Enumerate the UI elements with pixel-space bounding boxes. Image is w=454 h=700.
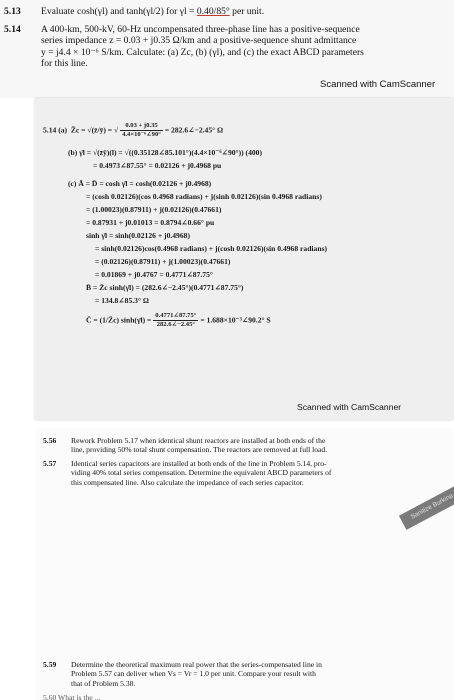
solution-part-c-line: = (0.02126)(0.87911) + j(1.00023)(0.47661) [95,257,231,266]
solution-part-a: 5.14 (a) Z̄c = √(z̄/ȳ) = √ $\frac{0.03 + j0.35}{\text{4.4×10⁻⁶∠90°}}$ = 282.6∠−2.45° Ω [43,122,224,138]
fraction: $\frac{0.03 + j0.35}{\text{4.4×10⁻⁶∠90°}}$ [122,122,161,138]
problem-text: Determine the theoretical maximum real power that the series-compensated line in Problem 5.57 can deliver when Vs = Vr = 1.0 per unit. Compare your result with that of Problem 5.38. [71,660,322,688]
problem-text: Rework Problem 5.17 when identical shunt reactors are installed at both ends of the line, providing 50% total shunt compensation. The reactors are removed at full load. [71,436,328,455]
problem-number: 5.13 [4,6,21,17]
scanned-solution-page [35,98,453,420]
solution-part-c-line: = sinh(0.02126)cos(0.4968 radians) + j(cosh 0.02126)(sin 0.4968 radians) [95,244,328,253]
solution-part-b-line: = 0.4973∠87.55° = 0.02126 + j0.4968 pu [93,161,222,170]
solution-part-c-line: = 134.8∠85.3° Ω [95,296,149,305]
problem-number: 5.14 [4,24,21,35]
solution-part-c-line: = (cosh 0.02126)(cos 0.4968 radians) + j(sinh 0.02126)(sin 0.4968 radians) [86,192,322,201]
problem-number: 5.57 [43,459,57,468]
solution-part-c-line: B̄ = Z̄c sinh(γ̄l) = (282.6∠−2.45°)(0.4771∠87.75°) [86,283,244,292]
solution-part-c-line: = 0.87931 + j0.01013 = 0.8794∠0.66° pu [86,218,215,227]
camscanner-watermark: Scanned with CamScanner [297,402,402,412]
camscanner-watermark: Scanned with CamScanner [320,79,436,90]
problem-number: 5.59 [43,660,57,669]
problem-statement-section [0,0,454,98]
cut-off-line: 5.60 What is the ... [43,693,101,700]
problem-text: Evaluate cosh(γl) and tanh(γl/2) for γl = 0.40/85° per unit. [41,6,265,17]
fraction: $\frac{0.4771\angle 87.75^\circ}{282.6\angle-2.45^\circ}$ [155,312,197,328]
solution-part-c-line: sinh γ̄l = sinh(0.02126 + j0.4968) [86,231,190,240]
sticker-label: Sanitize Burkina [399,478,454,530]
problem-text: A 400-km, 500-kV, 60-Hz uncompensated three-phase line has a positive-sequence series impedance z = 0.03 + j0.35 Ω/km and a positive-sequence shunt admittance y = j4.4 × 10⁻⁶ S/km. Calculate: (a) Zc, (b) (γl), and (c) the exact ABCD parameters for this line. [41,24,364,70]
solution-part-c-line: (c) Ā = D̄ = cosh γ̄l = cosh(0.02126 + j0.4968) [68,179,212,188]
scanned-problems-page [35,428,453,700]
solution-part-b-line: (b) γ̄l = √(z̄ȳ)(l) = √((0.35128∠85.101°)(4.4×10⁻⁶∠90°)) (400) [68,148,262,157]
solution-part-c-line: = (1.00023)(0.87911) + j(0.02126)(0.47661) [86,205,222,214]
problem-text: Identical series capacitors are installed at both ends of the line in Problem 5.14, pro- viding 40% total series compensation. Determine the equivalent ABCD parameters of this compensated line. Also calculate the impedance of each series capacitor. [71,459,332,487]
solution-part-c-line: C̄ = (1/Z̄c) sinh(γ̄l) = $\frac{0.4771\angle 87.75^\circ}{282.6\angle-2.45^\circ}$ = 1.688×10⁻³∠90.2° S [86,312,271,328]
solution-part-c-line: = 0.01869 + j0.4767 = 0.4771∠87.75° [95,270,213,279]
problem-number: 5.56 [43,436,57,445]
